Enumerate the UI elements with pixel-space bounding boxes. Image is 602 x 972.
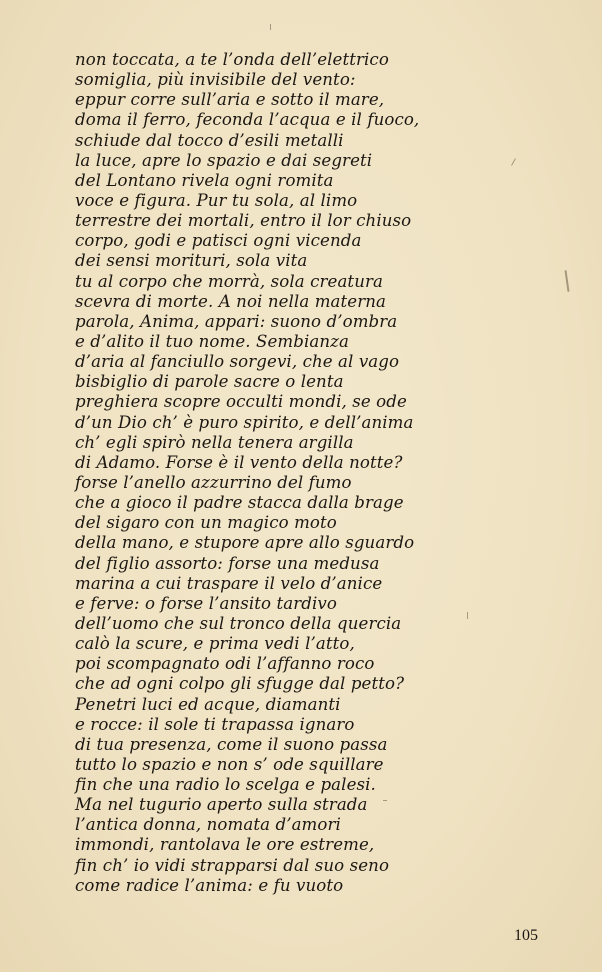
- poem-line: non toccata, a te l’onda dell’elettrico: [75, 50, 389, 69]
- poem-line: del Lontano rivela ogni romita: [75, 170, 334, 190]
- poem-line: corpo, godi e patisci ogni vicenda: [75, 231, 362, 251]
- poem-line: scevra di morte. A noi nella materna: [75, 291, 387, 311]
- poem-line: ch’ egli spirò nella tenera argilla: [75, 432, 354, 452]
- poem-line: tu al corpo che morrà, sola creatura: [75, 271, 384, 291]
- poem-line: fin che una radio lo scelga e palesi.: [75, 775, 376, 795]
- poem-line: che a gioco il padre stacca dalla brage: [75, 493, 404, 513]
- poem-line: bisbiglio di parole sacre o lenta: [75, 372, 344, 392]
- poem-line: fin ch’ io vidi strapparsi dal suo seno: [75, 855, 390, 875]
- poem-line: Penetri luci ed acque, diamanti: [75, 694, 341, 714]
- poem-line: forse l’anello azzurrino del fumo: [75, 472, 352, 492]
- paper-speck: [270, 24, 271, 30]
- poem-line: del figlio assorto: forse una medusa: [75, 553, 380, 573]
- poem-line: della mano, e stupore apre allo sguardo: [75, 533, 415, 553]
- poem-line: calò la scure, e prima vedi l’atto,: [75, 634, 355, 654]
- poem-line: eppur corre sull’aria e sotto il mare,: [75, 90, 385, 110]
- poem-line: schiude dal tocco d’esili metalli: [75, 130, 344, 150]
- poem-line: somiglia, più invisibile del vento:: [75, 70, 356, 90]
- poem-line: come radice l’anima: e fu vuoto: [75, 875, 344, 895]
- poem-line: preghiera scopre occulti mondi, se ode: [75, 392, 407, 412]
- poem-line: e d’alito il tuo nome. Sembianza: [75, 331, 349, 351]
- poem-line: d’aria al fanciullo sorgevi, che al vago: [75, 352, 400, 372]
- poem-line: che ad ogni colpo gli sfugge dal petto?: [75, 674, 405, 694]
- poem-text: [75, 50, 575, 896]
- poem-line: immondi, rantolava le ore estreme,: [75, 835, 375, 855]
- poem-line: e rocce: il sole ti trapassa ignaro: [75, 714, 355, 734]
- poem-line: di tua presenza, come il suono passa: [75, 734, 388, 754]
- page-number: 105: [514, 927, 538, 944]
- poem-line: Ma nel tugurio aperto sulla strada: [75, 795, 368, 815]
- poem-line: doma il ferro, feconda l’acqua e il fuoco,: [75, 110, 420, 130]
- poem-line: dei sensi morituri, sola vita: [75, 251, 308, 271]
- poem-line: tutto lo spazio e non s’ ode squillare: [75, 754, 384, 774]
- poem-line: d’un Dio ch’ è puro spirito, e dell’anima: [75, 412, 414, 432]
- poem-line: e ferve: o forse l’ansito tardivo: [75, 593, 337, 613]
- poem-line: dell’uomo che sul tronco della quercia: [75, 613, 402, 633]
- poem-line: del sigaro con un magico moto: [75, 513, 337, 533]
- poem-line: marina a cui traspare il velo d’anice: [75, 573, 383, 593]
- poem-line: parola, Anima, appari: suono d’ombra: [75, 311, 398, 331]
- poem-line: di Adamo. Forse è il vento della notte?: [75, 452, 403, 472]
- poem-line: l’antica donna, nomata d’amori: [75, 815, 341, 835]
- poem-line: poi scompagnato odi l’affanno roco: [75, 654, 375, 674]
- poem-line: voce e figura. Pur tu sola, al limo: [75, 190, 358, 210]
- poem-line: la luce, apre lo spazio e dai segreti: [75, 150, 373, 170]
- poem-line: terrestre dei mortali, entro il lor chiuso: [75, 211, 412, 231]
